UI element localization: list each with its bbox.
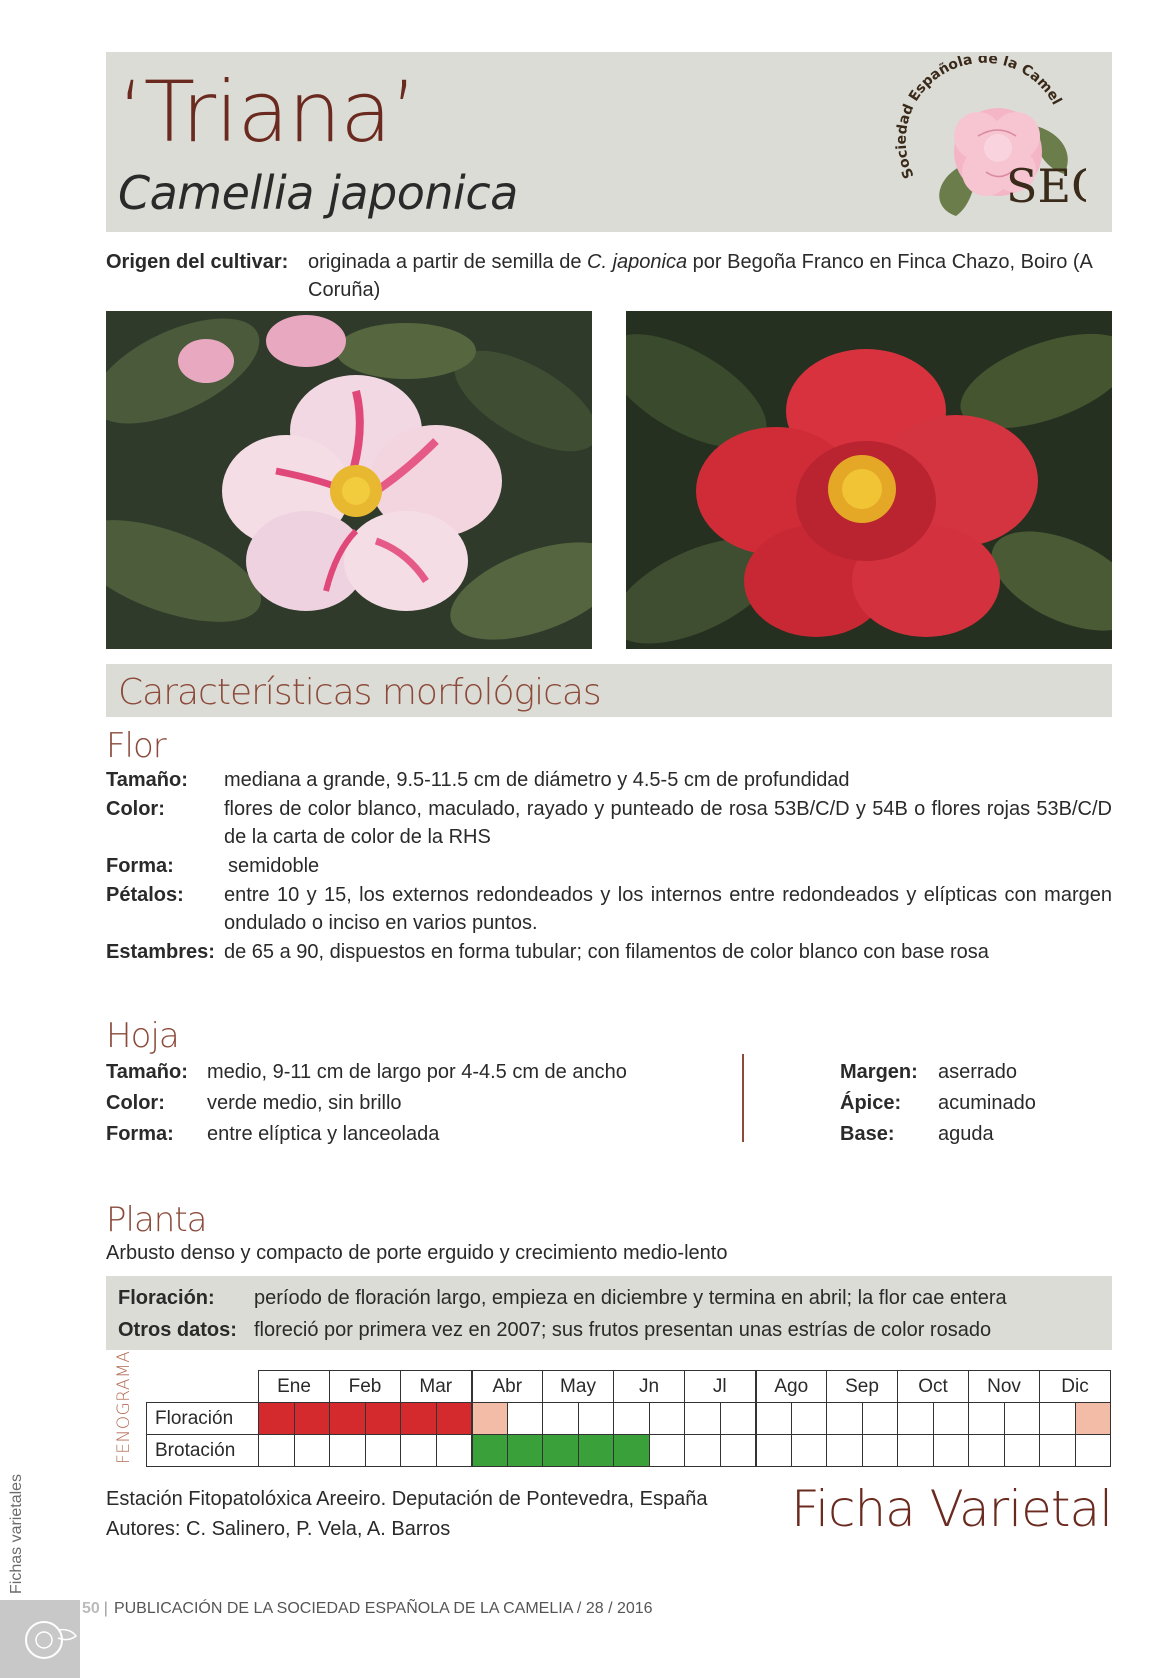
fenograma-cell: [1075, 1435, 1111, 1467]
fenograma-row: [147, 1403, 1111, 1435]
hoja-key: Tamaño:: [106, 1061, 188, 1083]
fenograma-cell: [578, 1435, 614, 1467]
fenograma-month: Jl: [685, 1371, 756, 1403]
fenograma-month: Nov: [969, 1371, 1040, 1403]
fenograma-cell: [365, 1435, 401, 1467]
footer-flower-icon: [26, 1622, 62, 1658]
fenograma-cell: [791, 1435, 827, 1467]
fenograma-cell: [543, 1403, 579, 1435]
fenograma-cell: [969, 1403, 1005, 1435]
hoja-value: medio, 9-11 cm de largo por 4-4.5 cm de ancho: [207, 1061, 627, 1083]
publication-text: PUBLICACIÓN DE LA SOCIEDAD ESPAÑOLA DE LA CAMELIA / 28 / 2016: [113, 1600, 653, 1617]
flor-key: Tamaño:: [106, 769, 188, 791]
section-title: Características morfológicas: [118, 672, 601, 713]
hoja-key: Base:: [840, 1123, 895, 1145]
footer-authors: Autores: C. Salinero, P. Vela, A. Barros: [106, 1518, 451, 1540]
fenograma-cell: [543, 1435, 579, 1467]
fenograma-cell: [756, 1403, 792, 1435]
hoja-value: aserrado: [938, 1061, 1017, 1083]
hoja-key: Forma:: [106, 1123, 174, 1145]
fenograma-month: May: [543, 1371, 614, 1403]
fenograma-cell: [685, 1435, 721, 1467]
fenograma-cell: [614, 1435, 650, 1467]
fenograma-month: Oct: [898, 1371, 969, 1403]
fenograma-cell: [330, 1435, 366, 1467]
planta-value: floreció por primera vez en 2007; sus frutos presentan unas estrías de color rosado: [254, 1319, 992, 1341]
fenograma-cell: [507, 1403, 543, 1435]
species-subtitle: Camellia japonica: [118, 166, 518, 220]
fenograma-label: FENOGRAMA: [114, 1350, 134, 1464]
fenograma-cell: [1075, 1403, 1111, 1435]
hoja-value: acuminado: [938, 1092, 1036, 1114]
fenograma-month: Mar: [401, 1371, 472, 1403]
fenograma-cell: [898, 1435, 934, 1467]
fenograma-cell: [1004, 1403, 1040, 1435]
planta-value: período de floración largo, empieza en diciembre y termina en abril; la flor cae entera: [254, 1287, 1007, 1309]
flor-value: flores de color blanco, maculado, rayado y punteado de rosa 53B/C/D y 54B o flores rojas 53B/C/D de la carta de color de la RHS: [224, 798, 1112, 848]
fenograma-cell: [969, 1435, 1005, 1467]
fenograma-month: Sep: [827, 1371, 898, 1403]
flor-key: Color:: [106, 798, 165, 820]
hoja-value: aguda: [938, 1123, 994, 1145]
fenograma-cell: [436, 1435, 472, 1467]
hoja-key: Margen:: [840, 1061, 918, 1083]
fenograma-cell: [933, 1435, 969, 1467]
hoja-value: entre elíptica y lanceolada: [207, 1123, 440, 1145]
fenograma-cell: [756, 1435, 792, 1467]
publication-line: 50 | PUBLICACIÓN DE LA SOCIEDAD ESPAÑOLA DE LA CAMELIA / 28 / 2016: [82, 1600, 653, 1617]
fenograma-month: Dic: [1040, 1371, 1111, 1403]
planta-info-band: [106, 1276, 1112, 1350]
section-band-characteristics: [106, 664, 1112, 717]
fenograma-cell: [294, 1435, 330, 1467]
fenograma-cell: [472, 1435, 508, 1467]
fenograma-cell: [862, 1403, 898, 1435]
footer-institution: Estación Fitopatolóxica Areeiro. Deputación de Pontevedra, España: [106, 1488, 708, 1510]
fenograma-month: Abr: [472, 1371, 543, 1403]
footer-credits: [106, 1484, 707, 1544]
fenograma-cell: [898, 1403, 934, 1435]
fenograma-cell: [933, 1403, 969, 1435]
fenograma-cell: [365, 1403, 401, 1435]
fenograma-month: Jn: [614, 1371, 685, 1403]
fenograma-cell: [259, 1403, 295, 1435]
fenograma-cell: [614, 1403, 650, 1435]
fenograma-cell: [791, 1403, 827, 1435]
fenograma-month: Ago: [756, 1371, 827, 1403]
fenograma-cell: [1040, 1403, 1076, 1435]
fenograma-cell: [472, 1403, 508, 1435]
flor-value: mediana a grande, 9.5-11.5 cm de diámetro y 4.5-5 cm de profundidad: [224, 769, 850, 791]
logo-sec-text: SE: [1006, 159, 1072, 213]
fenograma-month: Feb: [330, 1371, 401, 1403]
page-number: 50: [82, 1600, 100, 1617]
fenograma-cell: [685, 1403, 721, 1435]
fenograma-cell: [1004, 1435, 1040, 1467]
fenograma-row-label: Brotación: [147, 1435, 259, 1467]
hoja-key: Color:: [106, 1092, 165, 1114]
flor-key: Forma:: [106, 855, 174, 877]
fenograma-month: Ene: [259, 1371, 330, 1403]
heading-hoja: Hoja: [106, 1016, 179, 1056]
hoja-key: Ápice:: [840, 1092, 902, 1114]
origin-label: Origen del cultivar:: [106, 251, 289, 273]
page-title: ‘Triana’: [118, 63, 417, 161]
flor-key: Pétalos:: [106, 884, 184, 906]
hoja-divider: [742, 1054, 744, 1142]
header-band: [106, 52, 1112, 232]
fenograma-cell: [1040, 1435, 1076, 1467]
ficha-varietal-title: Ficha Varietal: [790, 1480, 1112, 1538]
origin-text: originada a partir de semilla de C. japonica por Begoña Franco en Finca Chazo, Boiro (A Coruña): [308, 251, 1092, 301]
fenograma-cell: [578, 1403, 614, 1435]
fenograma-cell: [720, 1435, 756, 1467]
fenograma-cell: [436, 1403, 472, 1435]
flor-value: de 65 a 90, dispuestos en forma tubular; con filamentos de color blanco con base rosa: [224, 941, 989, 963]
heading-flor: Flor: [106, 726, 166, 766]
fenograma-cell: [259, 1435, 295, 1467]
flor-value: entre 10 y 15, los externos redondeados y los internos entre redondeados y elípticas con margen ondulado o inciso en varios puntos.: [224, 884, 1112, 934]
flor-key: Estambres:: [106, 941, 215, 963]
logo-arc-text: Sociedad Española de la Camel: [893, 56, 1065, 181]
hoja-value: verde medio, sin brillo: [207, 1092, 402, 1114]
fenograma-cell: [720, 1403, 756, 1435]
fenograma-cell: [401, 1403, 437, 1435]
planta-key: Otros datos:: [118, 1319, 237, 1341]
planta-key: Floración:: [118, 1287, 215, 1309]
fenograma-cell: [649, 1435, 685, 1467]
fenograma-cell: [330, 1403, 366, 1435]
fenograma-cell: [294, 1403, 330, 1435]
sec-logo: [886, 56, 1086, 228]
fenograma-cell: [401, 1435, 437, 1467]
fenograma-corner: [147, 1371, 259, 1403]
fenograma-table: [146, 1370, 1111, 1467]
side-label: Fichas varietales: [8, 1473, 25, 1594]
fenograma-cell: [649, 1403, 685, 1435]
fenograma-row: [147, 1435, 1111, 1467]
flor-value: semidoble: [228, 855, 320, 877]
fenograma-cell: [862, 1435, 898, 1467]
fenograma-cell: [827, 1403, 863, 1435]
heading-planta: Planta: [106, 1200, 207, 1240]
photo-white-striped-flower: [106, 311, 592, 649]
planta-description: Arbusto denso y compacto de porte erguido y crecimiento medio-lento: [106, 1242, 728, 1264]
footer-logo-block: [0, 1600, 80, 1678]
fenograma-cell: [507, 1435, 543, 1467]
fenograma-row-label: Floración: [147, 1403, 259, 1435]
photo-red-flower: [626, 311, 1112, 649]
fenograma-cell: [827, 1435, 863, 1467]
